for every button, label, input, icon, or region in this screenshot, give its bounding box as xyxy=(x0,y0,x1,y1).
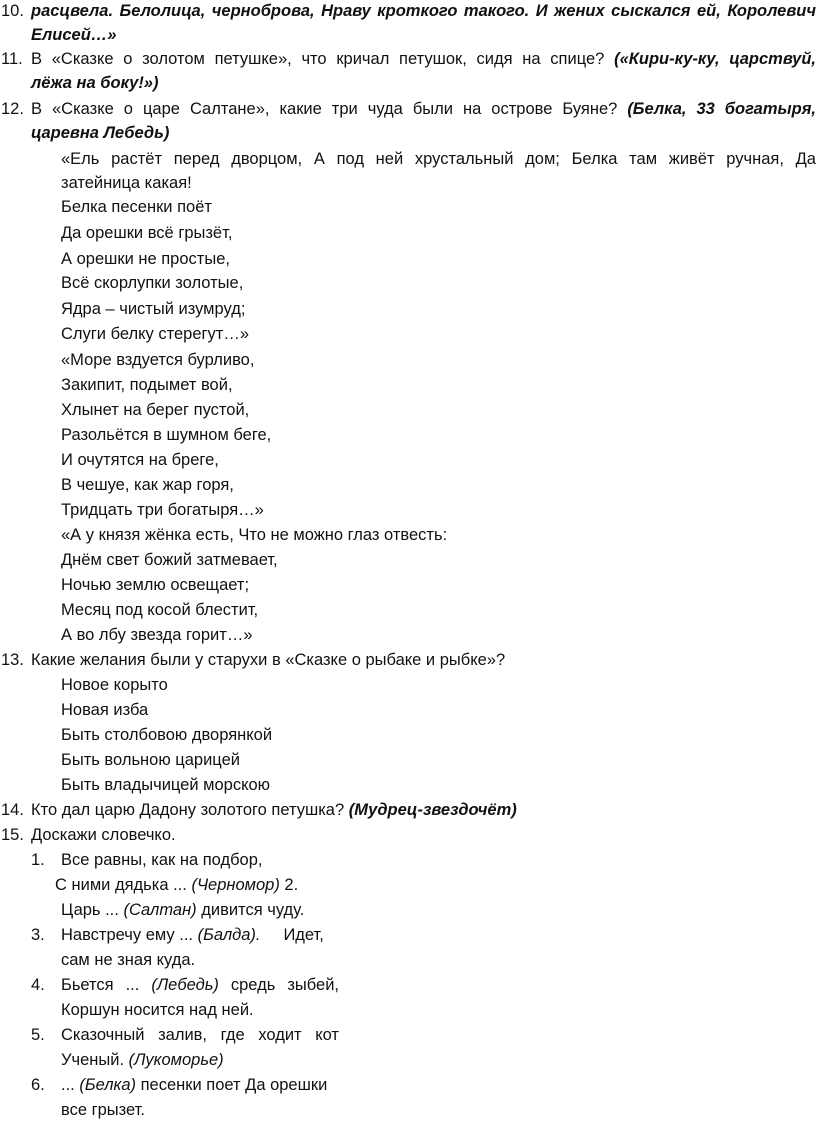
riddle-answer: (Белка) xyxy=(79,1076,136,1094)
quote-1-line: Белка песенки поёт xyxy=(61,198,212,216)
quote-1-text: «Ель растёт перед дворцом, А под ней хрустальный дом; Белка там живёт ручная, Да xyxy=(61,150,816,168)
q11-answer-end: лёжа на боку!») xyxy=(31,74,159,92)
q14-question: Кто дал царю Дадону золотого петушка? (Мудрец-звездочёт) xyxy=(31,801,517,819)
riddle-answer: (Салтан) xyxy=(123,901,197,919)
riddle-number: 3. xyxy=(31,926,45,944)
riddle-number: 1. xyxy=(31,851,45,869)
quote-2-line: Хлынет на берег пустой, xyxy=(61,401,250,419)
q11-number: 11. xyxy=(1,50,23,68)
quote-3-line: Днём свет божий затмевает, xyxy=(61,551,278,569)
q15-question: Доскажи словечко. xyxy=(31,826,176,844)
quote-2-line: В чешуе, как жар горя, xyxy=(61,476,234,494)
q10-number: 10. xyxy=(1,2,24,20)
quote-1-line: Всё скорлупки золотые, xyxy=(61,274,244,292)
riddle-4-line-2: Коршун носится над ней. xyxy=(61,1001,254,1019)
quote-1-line: Ядра – чистый изумруд; xyxy=(61,300,246,318)
quote-2-line: Разольётся в шумном беге, xyxy=(61,426,272,444)
q10-text-end: Елисей…» xyxy=(31,26,117,44)
q13-number: 13. xyxy=(1,651,24,669)
riddle-answer: (Лебедь) xyxy=(151,976,219,994)
q15-number: 15. xyxy=(1,826,24,844)
q14-number: 14. xyxy=(1,801,24,819)
quote-3-line: Ночью землю освещает; xyxy=(61,576,250,594)
q12-answer-end: царевна Лебедь) xyxy=(31,124,170,142)
riddle-number: 5. xyxy=(31,1026,45,1044)
q12-question: В «Сказке о царе Салтане», какие три чуда были на острове Буяне? (Белка, 33 богатыря, xyxy=(31,100,816,118)
riddle-number: 4. xyxy=(31,976,45,994)
riddle-answer: (Черномор) xyxy=(191,876,280,894)
quote-2-line: Тридцать три богатыря…» xyxy=(61,501,264,519)
quote-3-text: «А у князя жёнка есть, Что не можно глаз отвесть: xyxy=(61,526,448,544)
quote-1-line: Да орешки всё грызёт, xyxy=(61,224,233,242)
quote-1-line: А орешки не простые, xyxy=(61,250,230,268)
riddle-2-line: Царь ... (Салтан) дивится чуду. xyxy=(61,901,305,919)
q12-number: 12. xyxy=(1,100,24,118)
q14-answer: (Мудрец-звездочёт) xyxy=(348,801,517,819)
riddle-6-line-2: все грызет. xyxy=(61,1101,145,1119)
riddle-1-line-2: С ними дядька ... (Черномор) 2. xyxy=(55,876,299,894)
q11-question: В «Сказке о золотом петушке», что кричал петушок, сидя на спице? («Кири-ку-ку, царствуй, xyxy=(31,50,816,68)
quote-2-line: И очутятся на бреге, xyxy=(61,451,219,469)
q11-answer: («Кири-ку-ку, царствуй, xyxy=(614,50,816,68)
quote-3-line: А во лбу звезда горит…» xyxy=(61,626,253,644)
quote-2-line: Закипит, подымет вой, xyxy=(61,376,233,394)
q13-question: Какие желания были у старухи в «Сказке о рыбаке и рыбке»? xyxy=(31,651,506,669)
quote-2-text: «Море вздуется бурливо, xyxy=(61,351,255,369)
quote-3-line: Месяц под косой блестит, xyxy=(61,601,259,619)
riddle-answer: (Балда). xyxy=(197,926,261,944)
quote-1-line: затейница какая! xyxy=(61,174,192,192)
riddle-5-line-2: Ученый. (Лукоморье) xyxy=(61,1051,224,1069)
q10-text: расцвела. Белолица, черноброва, Нраву кроткого такого. И жених сыскался ей, Королевич xyxy=(31,2,816,20)
riddle-answer: (Лукоморье) xyxy=(128,1051,224,1069)
riddle-3-line-2: сам не зная куда. xyxy=(61,951,196,969)
q12-answer: (Белка, 33 богатыря, xyxy=(627,100,816,118)
quote-1-line: Слуги белку стерегут…» xyxy=(61,325,250,343)
riddle-number: 6. xyxy=(31,1076,45,1094)
